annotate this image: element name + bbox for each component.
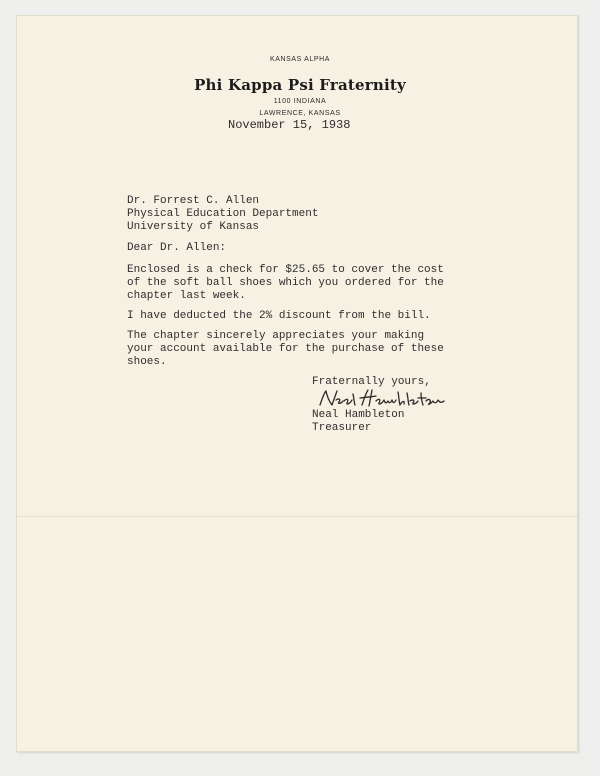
recipient-institution: University of Kansas	[127, 221, 260, 233]
fold-line	[16, 516, 578, 517]
letterhead-street: 1100 INDIANA	[273, 98, 327, 105]
body-line: of the soft ball shoes which you ordered for the	[127, 277, 444, 289]
closing: Fraternally yours,	[312, 376, 431, 388]
letterhead-chapter: KANSAS ALPHA	[269, 56, 331, 63]
letter-date: November 15, 1938	[228, 118, 351, 132]
salutation: Dear Dr. Allen:	[127, 242, 227, 254]
body-line: your account available for the purchase of these	[127, 343, 444, 355]
body-line: I have deducted the 2% discount from the bill.	[127, 310, 431, 322]
body-line: The chapter sincerely appreciates your making	[127, 330, 425, 342]
recipient-department: Physical Education Department	[127, 208, 319, 220]
letterhead-city: LAWRENCE, KANSAS	[259, 110, 341, 117]
body-line: Enclosed is a check for $25.65 to cover the cost	[127, 264, 444, 276]
letterhead-fraternity-name: Phi Kappa Psi Fraternity	[194, 76, 406, 94]
sender-title: Treasurer	[312, 422, 372, 434]
sender-name: Neal Hambleton	[312, 409, 405, 421]
body-line: chapter last week.	[127, 290, 246, 302]
handwritten-signature	[316, 387, 446, 411]
recipient-name: Dr. Forrest C. Allen	[127, 195, 260, 207]
body-line: shoes.	[127, 356, 167, 368]
